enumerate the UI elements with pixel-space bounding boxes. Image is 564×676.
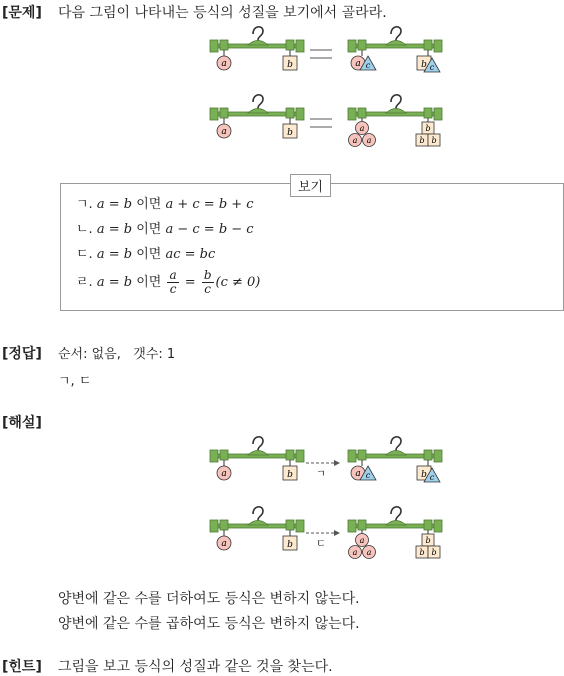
svg-text:b: b: [419, 548, 425, 557]
hanger-row2-left: [210, 95, 304, 138]
svg-text:c: c: [429, 63, 435, 72]
svg-text:c: c: [429, 473, 435, 482]
answer-meta: 순서: 없음, 갯수: 1: [58, 347, 176, 362]
hint-tag: [힌트]: [2, 659, 42, 675]
svg-text:b: b: [431, 548, 437, 557]
svg-text:b: b: [425, 124, 431, 133]
svg-text:b: b: [287, 540, 293, 550]
arrow-row1: [310, 50, 332, 58]
exp-arrow1-label: ㄱ: [316, 469, 326, 480]
hanger-row1-right: [348, 27, 442, 72]
problem-figure: [200, 20, 460, 160]
svg-text:a: a: [366, 548, 372, 557]
hanger-row1-left: [210, 27, 304, 70]
svg-text:a: a: [355, 59, 361, 69]
svg-text:a: a: [221, 469, 227, 479]
explanation-tag: [해설]: [2, 415, 42, 431]
exp-hanger-row1-right: [348, 437, 442, 482]
problem-question: 다음 그림이 나타내는 등식의 성질을 보기에서 골라라.: [58, 5, 387, 21]
exp-hanger-row2-right: [348, 507, 442, 559]
answer-value: ㄱ, ㄷ: [58, 374, 92, 389]
svg-text:a: a: [221, 539, 227, 549]
svg-text:a: a: [359, 124, 365, 133]
svg-text:a: a: [352, 136, 358, 145]
exp-arrow2-label: ㄷ: [316, 539, 326, 550]
bogi-item-3: ㄷ. a = b 이면 ac = bc: [76, 247, 216, 262]
exp-hanger-row1-left: [210, 437, 304, 480]
svg-text:c: c: [365, 61, 371, 70]
svg-text:b: b: [419, 136, 425, 145]
svg-text:b: b: [425, 536, 431, 545]
explanation-line-2: 양변에 같은 수를 곱하여도 등식은 변하지 않는다.: [58, 616, 360, 632]
problem-tag: [문제]: [2, 5, 42, 21]
hint-text: 그림을 보고 등식의 성질과 같은 것을 찾는다.: [58, 659, 333, 675]
svg-text:a: a: [352, 548, 358, 557]
hanger-row2-right: [348, 95, 442, 147]
explanation-figure: [200, 430, 460, 575]
svg-text:b: b: [421, 60, 427, 70]
label-a: a: [221, 59, 227, 69]
svg-text:b: b: [287, 470, 293, 480]
bogi-item-4: ㄹ. a = b 이면 $\frac{a}{c}$ = $\frac{b}{c}$ (c ≠ 0): [76, 268, 261, 296]
explanation-line-1: 양변에 같은 수를 더하여도 등식은 변하지 않는다.: [58, 591, 360, 607]
exp-arrow-row1: [306, 460, 340, 480]
fraction-b-over-c: $\frac{b}{c}$: [203, 268, 212, 296]
svg-text:a: a: [221, 127, 227, 137]
svg-text:a: a: [366, 136, 372, 145]
svg-text:a: a: [355, 469, 361, 479]
svg-text:c: c: [365, 471, 371, 480]
svg-text:a: a: [359, 536, 365, 545]
answer-tag: [정답]: [2, 346, 42, 362]
fraction-a-over-c: $\frac{a}{c}$: [169, 268, 177, 296]
arrow-row2: [310, 119, 332, 127]
exp-hanger-row2-left: [210, 507, 304, 550]
svg-text:b: b: [431, 136, 437, 145]
svg-text:b: b: [287, 128, 293, 138]
bogi-item-2: ㄴ. a = b 이면 a − c = b − c: [76, 222, 254, 237]
bogi-title: 보기: [290, 174, 331, 197]
svg-text:b: b: [421, 470, 427, 480]
exp-arrow-row2: [306, 530, 340, 550]
bogi-item-1: ㄱ. a = b 이면 a + c = b + c: [76, 197, 254, 212]
svg-text:b: b: [287, 60, 293, 70]
